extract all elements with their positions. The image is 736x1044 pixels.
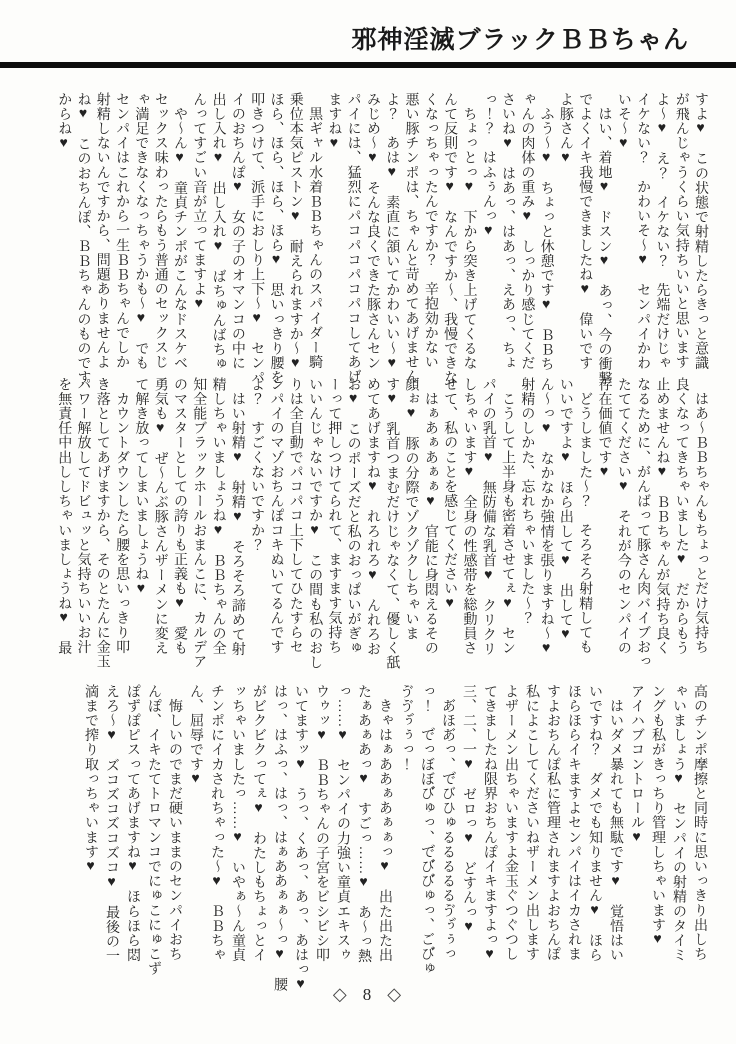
text-column: よザーメン出ちゃいますよ金玉ぐつぐつし	[503, 684, 518, 962]
text-column: カウントダウンしたら腰を思いっきり叩	[114, 377, 130, 655]
text-column: ん～っ♥ なかなか強情を張りますね～♥	[538, 377, 554, 657]
text-band-top	[54, 92, 710, 386]
text-column: からね♥	[56, 92, 72, 152]
text-column: あ゙ほあ゙っ、で゙びひゅるるるるるゔぅ゙ぅっ	[440, 684, 455, 962]
text-column: ほら、ほら、ほら、ほら♥ 思いっきり腰を	[268, 92, 284, 385]
text-column: ほらほらイキますよセンパイはイカされま	[566, 684, 581, 962]
text-column: き落としてあげますから、そのとたんに金玉	[94, 377, 110, 669]
text-column: ンパイのマゾおちんぽコキぬいてるんです	[268, 377, 284, 655]
text-column: すよ♥ この状態で射精したらきっと意識	[693, 92, 708, 371]
text-column: ね♥ このおちんぽ、ＢＢちゃんのものです	[75, 92, 91, 385]
text-column: たぁあぁあっ♥ すごっ……♥ あ～っ熱	[356, 684, 371, 964]
text-column: 顔ぉ♥ 豚の分際でゾクゾクしちゃいま	[403, 377, 419, 641]
text-column: せて、私のことを感じてください♥	[442, 377, 458, 612]
text-column: ゔゔぅ゙ぅっ！	[398, 684, 413, 772]
text-column: くなっちゃったんですか？ 辛抱効かない	[422, 92, 438, 370]
text-column: 三、二、一♥ ゼロっ♥ どすんっ♥	[461, 684, 476, 936]
text-column: 悪い豚チンポは、ちゃんと苛めてあげません	[403, 92, 419, 384]
text-column: てきましたね限界おちんぽイキますよっ♥	[482, 684, 497, 963]
text-column: はい射精♥ 射精♥ そろそろ諦めて射	[229, 377, 245, 657]
text-column: 高のチンポ摩擦と同時に思いっきり出しち	[692, 684, 707, 962]
page-footer	[0, 984, 736, 1005]
text-column: 乗位本気ピストン♥ 耐えられますか～♥	[287, 92, 303, 372]
text-column: はっ、はふっ、はっ、はぁああぁぁ～っ♥ 腰	[272, 684, 287, 992]
text-column: 存在価値です♥	[596, 377, 612, 481]
text-column: セックス味わったらもう普通のセックスじ	[152, 92, 168, 370]
text-column: きゃはぁああぁあぁぁっ♥ 出た出た出	[377, 684, 392, 963]
text-column: いいんじゃないですか♥ この間も私のおし	[307, 377, 323, 670]
text-column: ちょっとっ♥ 下から突き上げてくるな	[461, 92, 477, 371]
text-column: はいダメ暴れても無駄です♥ 覚悟はい	[608, 684, 623, 963]
text-column: 叩きつけて、派手におしり上下～♥ センパ	[249, 92, 265, 385]
text-column: ますね♥	[326, 92, 342, 152]
text-column: ゃ満足できなくなっちゃうかも～♥ でも	[133, 92, 149, 371]
text-column: 精しちゃいましょうね♥ ＢＢちゃんの全	[210, 377, 226, 656]
text-column: や～ん♥ 童貞チンポがこんなドスケベ	[171, 92, 187, 371]
text-column: しちゃいます♥ 全身の性感帯を総動員さ	[461, 377, 477, 656]
text-column: っ！ で゙っぼぼび゙ゅっ、で゙び゙び゙ゅっ、ごび゙ゅ	[419, 684, 434, 976]
text-column: アイハブコントロール♥	[629, 684, 644, 846]
text-column: ふう～♥ ちょっと休憩です♥ ＢＢち	[538, 92, 554, 372]
text-column: イケない？ かわいそ～♥ センパイかわ	[635, 92, 651, 371]
text-column: りは全自動でパコパコ上下してひたすらセ	[287, 377, 303, 655]
text-column: どうしました～？ そろそろ射精しても	[577, 377, 593, 655]
text-column: っ！？ はふぅんっ♥	[480, 92, 496, 239]
text-column: イのおちんぽ♥ 女の子のオマンコの中に	[229, 92, 245, 371]
text-column: 私によこしてくださいねザーメン出します	[524, 684, 539, 962]
text-column: チンポにイカされちゃった～♥ ＢＢちゃ	[209, 684, 224, 963]
text-column: 悔しいのでまだ硬いままのセンパイおち	[167, 684, 182, 962]
text-column: パイには、猛烈にパコパコパコパコしてあげ	[345, 92, 361, 384]
text-column: ングも私がきっちり管理しちゃいます♥	[650, 684, 665, 948]
text-column: よ？ あは♥ 素直に頷いてかわいい～♥	[384, 92, 400, 372]
text-column: いてますッ♥ うっ、くあっ、あっ、あはっ♥	[293, 684, 308, 993]
text-column: が飛んじゃうくらい気持ちいいと思います	[673, 92, 689, 370]
text-column: がビクビクってぇ♥ わたしもちょっとイ	[251, 684, 266, 963]
text-column: ーって押しつけてられて、ますます気持ち	[326, 377, 342, 655]
text-column: はあ～ＢＢちゃんもちょっとだけ気持ち	[693, 377, 708, 655]
text-column: ぽずぽピスってあげますね♥ ほらほら悶	[125, 684, 140, 963]
text-column: よ？ すごくないですか？	[249, 377, 265, 553]
text-column: ゃんの肉体の重み♥ しっかり感じてくだ	[519, 92, 535, 371]
text-column: よ～♥ え？ イケない？ 先端だけじゃ	[654, 92, 670, 371]
text-column: 射精しないんですから、問題ありませんよ	[94, 92, 110, 370]
text-column: いですね？ ダメでも知りません♥ ほら	[587, 684, 602, 963]
text-column: はぁあぁあぁぁ♥ 官能に身悶えるその	[422, 377, 438, 656]
text-column: のマスターとしての誇りも正義も♥ 愛も	[171, 377, 187, 656]
text-column: よ豚さん♥	[557, 92, 573, 166]
text-column: 止めませんね♥ ＢＢちゃんが気持ち良く	[654, 377, 670, 656]
text-column: みじめ～♥ そんな良くできた豚さんセン	[364, 92, 380, 371]
text-column: はい、着地♥ ドスン♥ あっ、今の衝撃	[596, 92, 612, 386]
diamond-icon: ◇	[387, 984, 404, 1004]
page-number: 8	[362, 985, 374, 1004]
text-column: 知全能ブラックホールおまんこに、カルデア	[191, 377, 207, 669]
page-title: 邪神淫滅ブラックＢＢちゃん	[351, 27, 689, 54]
text-column: パワー解放してドビュッと気持ちいいお汁	[75, 377, 91, 655]
text-column: ッちゃいましたっ……♥ いやぁ～ん童貞	[230, 684, 245, 963]
text-column: す♥ 乳首つまむだけじゃなくて、優しく舐	[384, 377, 400, 670]
text-column: こうして上半身も密着させてぇ♥ セン	[500, 377, 516, 656]
text-column: んぽ、イキたてトロマンコでにゅこにゅこず	[146, 684, 161, 976]
text-column: たててください♥ それが今のセンパイの	[615, 377, 631, 656]
text-column: お♥ このポーズだと私のおっぱいがぎゅ	[345, 377, 361, 656]
text-column: 勇気も♥ ぜ～んぶ豚さんザーメンに変え	[152, 377, 168, 656]
text-column: んて反則です♥ なんですか～、我慢できな	[442, 92, 458, 385]
text-column: でよくイキ我慢できましたね♥ 偉いです	[577, 92, 593, 371]
text-column: えろ～♥ ズコズコズコズコ♥ 最後の一	[104, 684, 119, 964]
text-column: 射精のしかた、忘れちゃいました～？	[519, 377, 535, 626]
text-column: 滴まで搾り取っちゃいます♥	[83, 684, 98, 875]
text-column: いいですよ♥ ほら出して♥ 出して♥	[557, 377, 573, 643]
text-column: 出し入れ♥ 出し入れ♥ ばちゅんばちゅ	[210, 92, 226, 372]
text-column: センパイはこれから一生ＢＢちゃんでしか	[114, 92, 130, 370]
text-column: さいね♥ はあっ、はあっ、えあっ、ちょ	[500, 92, 516, 371]
text-column: を無責任中出ししちゃいましょうね♥ 最	[56, 377, 72, 656]
text-column: ゃいましょう♥ センパイの射精のタイミ	[671, 684, 686, 963]
text-column: ん、屈辱です♥	[188, 684, 203, 788]
text-column: なるために、がんばって豚さん肉バイブおっ	[635, 377, 651, 669]
text-column: めてあげますね♥ れろれろ♥ んれろお	[364, 377, 380, 657]
text-band-middle	[54, 377, 710, 671]
text-column: 良くなってきちゃいました♥ だからもう	[673, 377, 689, 656]
text-column: んってすごい音が立ってますよ♥	[191, 92, 207, 312]
text-column: ウゥッ♥ ＢＢちゃんの子宮をビシビシ叩	[314, 684, 329, 963]
text-column: いそ～♥	[615, 92, 631, 152]
text-column: っ……♥ センパイの力強い童貞エキスゥ	[335, 684, 350, 963]
text-column: パイの乳首♥ 無防備な乳首♥ クリクリ	[480, 377, 496, 657]
text-column: 黒ギャル水着ＢＢちゃんのスパイダー騎	[307, 92, 323, 370]
text-band-bottom	[80, 684, 710, 993]
diamond-icon: ◇	[332, 984, 349, 1004]
title-divider-rule	[0, 62, 736, 68]
text-column: すよおちんぽ私に管理されますよおちんぽ	[545, 684, 560, 962]
text-column: て解き放ってしまいましょうね♥	[133, 377, 149, 597]
